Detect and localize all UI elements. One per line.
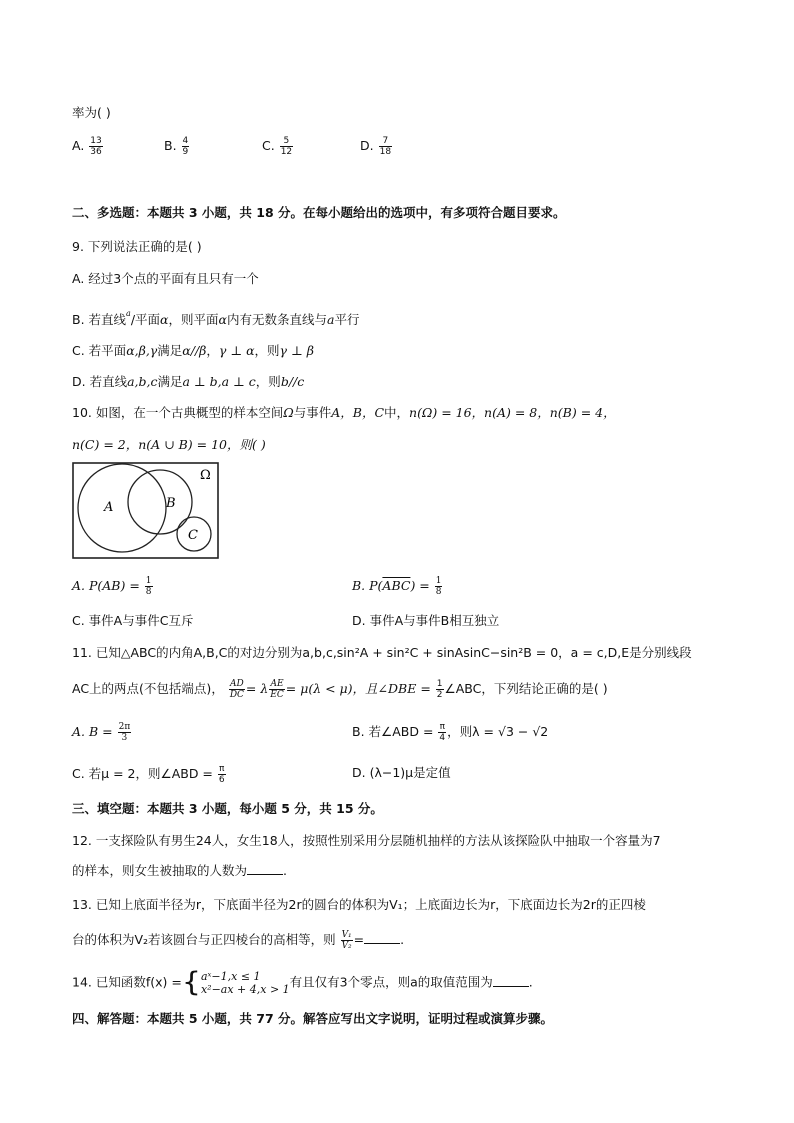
section-heading-fill-in: 三、填空题：本题共 3 小题，每小题 5 分，共 15 分。 (72, 801, 383, 816)
answer-blank[interactable] (493, 974, 529, 987)
event-c-label: C (188, 528, 198, 543)
q13-stem-line1: 13. 已知上底面半径为r，下底面半径为2r的圆台的体积为V₁；上底面边长为r，下底面边长为2r的正四棱 (72, 897, 646, 912)
event-a-circle (78, 464, 166, 552)
q9-option-b: B. 若直线$^a$/平面α，则平面α内有无数条直线与a平行 (72, 309, 360, 327)
event-b-label: B (166, 496, 176, 511)
option-label: C. (262, 138, 275, 153)
q10-option-b: B. $P(\overline{ABC})$ = $\frac{1}{8}$ (352, 576, 442, 597)
answer-blank[interactable] (364, 931, 400, 944)
fraction: $\frac{4}{9}$ (182, 136, 189, 157)
q8-option-b (164, 136, 190, 157)
option-label: B. (164, 138, 177, 153)
q11-option-b: B. 若∠ABD = $\frac{\pi}{4}$ ，则λ = √3 − √2 (352, 722, 549, 743)
venn-diagram (72, 462, 222, 560)
event-b-circle (128, 470, 192, 534)
q12-stem-line2: 的样本，则女生被抽取的人数为 . (72, 863, 287, 878)
fraction: $\frac{1}{8}$ (435, 576, 442, 597)
option-label: D. (360, 138, 374, 153)
fraction: $\frac{5}{12}$ (280, 136, 293, 157)
fraction: $\frac{13}{36}$ (90, 136, 102, 157)
q11-option-c: C. 若μ = 2，则∠ABD = $\frac{\pi}{6}$ (72, 764, 225, 785)
section-heading-multi-choice: 二、多选题：本题共 3 小题，共 18 分。在每小题给出的选项中，有多项符合题目要求。 (72, 205, 566, 220)
fraction: $\frac{\text{V₁}}{\text{V₂}}$ (341, 930, 352, 951)
q10-option-d: D. 事件A与事件B相互独立 (352, 613, 500, 628)
answer-blank[interactable] (247, 862, 283, 875)
piecewise-cases: aˣ−1,x ≤ 1 x²−ax + 4,x > 1 (200, 970, 290, 996)
q11-option-a: A. B = $\frac{2\pi}{3}$ (72, 722, 131, 743)
fraction: $\frac{1}{8}$ (145, 576, 152, 597)
q13-stem-line2: 台的体积为V₂若该圆台与正四棱台的高相等，则 $\frac{\text{V₁}}{\text{V₂}}$ = . (72, 930, 405, 951)
fraction: $\frac{AE}{EC}$ (270, 679, 284, 700)
q11-stem-line2: AC上的两点(不包括端点)， $\frac{AD}{DC}$ = λ $\frac{AE}{EC}$ = μ(λ < μ)，且∠DBE = $\frac{1}{2}$ ∠ABC，下列结论正确的是( ) (72, 679, 608, 700)
event-a-label: A (104, 500, 114, 515)
q9-stem: 9. 下列说法正确的是( ) (72, 239, 202, 254)
q9-option-d: D. 若直线a,b,c满足a ⊥ b,a ⊥ c，则b//c (72, 374, 305, 389)
q8-stem-tail: 率为( ) (72, 105, 111, 120)
option-label: A. (72, 138, 85, 153)
omega-label: Ω (200, 468, 211, 483)
q8-option-c (262, 136, 294, 157)
left-brace: { (181, 966, 201, 999)
fraction: $\frac{\pi}{6}$ (218, 764, 225, 785)
q12-stem-line1: 12. 一支探险队有男生24人，女生18人，按照性别采用分层随机抽样的方法从该探险队中抽取一个容量为7 (72, 833, 661, 848)
q8-option-a (72, 136, 104, 157)
q10-option-a: A. P(AB) = $\frac{1}{8}$ (72, 576, 152, 597)
q14-stem: 14. 已知函数f(x) ={ aˣ−1,x ≤ 1 x²−ax + 4,x > 1 有且仅有3个零点，则a的取值范围为 . (72, 966, 533, 999)
fraction: $\frac{7}{18}$ (379, 136, 392, 157)
q10-stem-line2: n(C) = 2，n(A ∪ B) = 10，则( ) (72, 437, 266, 452)
fraction: $\frac{1}{2}$ (436, 679, 443, 700)
q9-option-a: A. 经过3个点的平面有且只有一个 (72, 271, 259, 286)
q11-option-d: D. (λ−1)μ是定值 (352, 765, 451, 780)
sample-space-box (73, 463, 218, 558)
q8-option-d (360, 136, 393, 157)
q10-option-c: C. 事件A与事件C互斥 (72, 613, 194, 628)
q10-stem-line1: 10. 如图，在一个古典概型的样本空间Ω与事件A，B，C中，n(Ω) = 16，n(A) = 8，n(B) = 4， (72, 405, 616, 420)
fraction: $\frac{\pi}{4}$ (439, 722, 446, 743)
fraction: $\frac{2\pi}{3}$ (118, 722, 131, 743)
q11-stem-line1: 11. 已知△ABC的内角A,B,C的对边分别为a,b,c,sin²A + sin²C + sinAsinC−sin²B = 0，a = c,D,E是分别线段 (72, 645, 692, 660)
section-heading-solutions: 四、解答题：本题共 5 小题，共 77 分。解答应写出文字说明，证明过程或演算步骤。 (72, 1011, 554, 1026)
q9-option-c: C. 若平面α,β,γ满足α//β，γ ⊥ α，则γ ⊥ β (72, 343, 314, 358)
fraction: $\frac{AD}{DC}$ (229, 679, 244, 700)
